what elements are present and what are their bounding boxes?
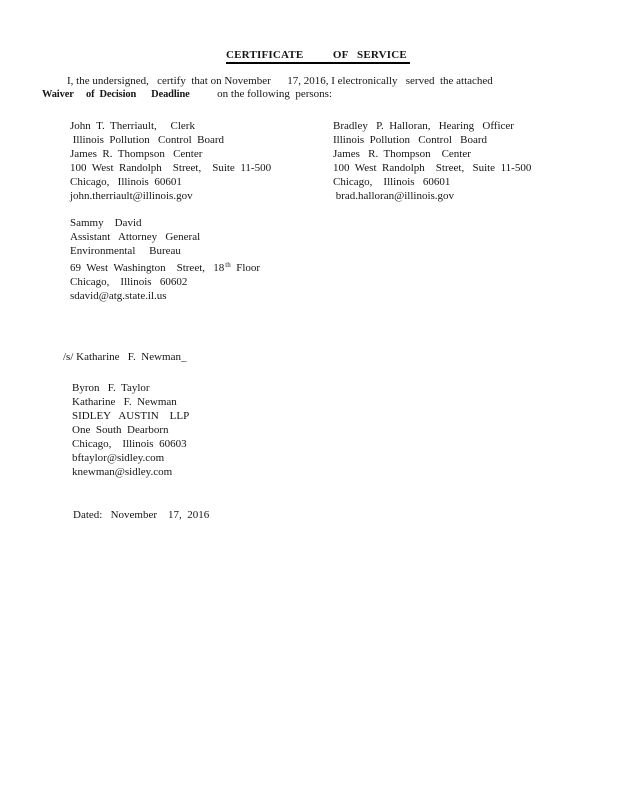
filer-name-2: Katharine F. Newman	[72, 396, 177, 408]
filer-name-1: Byron F. Taylor	[72, 382, 150, 394]
intro-paragraph	[42, 75, 582, 101]
attorney-street-ordinal-suffix: th	[225, 261, 231, 269]
filer-email-1: bftaylor@sidley.com	[72, 452, 165, 464]
certificate-of-service-title: CERTIFICATE OF SERVICE	[226, 49, 410, 64]
firm-name: SIDLEY AUSTIN LLP	[72, 410, 190, 422]
attorney-street-main: 69 West Washington Street, 18	[70, 262, 225, 274]
intro-line-1: I, the undersigned, certify that on November 17, 2016, I electronically served the attached	[67, 75, 493, 87]
recipient-hearing-officer-address	[333, 119, 531, 203]
intro-line-2	[42, 88, 582, 101]
dated-line: Dated: November 17, 2016	[73, 509, 210, 521]
electronic-signature-line: /s/ Katharine F. Newman_	[63, 351, 187, 363]
firm-street: One South Dearborn	[72, 424, 169, 436]
attorney-city: Chicago, Illinois 60602	[70, 276, 188, 288]
clerk-name: John T. Therriault, Clerk	[70, 120, 195, 132]
filer-firm-block	[72, 381, 189, 479]
recipient-attorney-address	[70, 216, 260, 303]
hearing-officer-org: Illinois Pollution Control Board	[333, 134, 488, 146]
recipient-clerk-address	[70, 119, 271, 203]
clerk-city: Chicago, Illinois 60601	[70, 176, 182, 188]
intro-line-2-rest: on the following persons:	[189, 88, 333, 100]
hearing-officer-street: 100 West Randolph Street, Suite 11-500	[333, 162, 532, 174]
hearing-officer-city: Chicago, Illinois 60601	[333, 176, 451, 188]
hearing-officer-name: Bradley P. Halloran, Hearing Officer	[333, 120, 514, 132]
attorney-street	[70, 258, 260, 275]
clerk-email: john.therriault@illinois.gov	[70, 190, 193, 202]
attorney-bureau: Environmental Bureau	[70, 245, 181, 257]
attorney-email: sdavid@atg.state.il.us	[70, 290, 167, 302]
attorney-role: Assistant Attorney General	[70, 231, 201, 243]
hearing-officer-email: brad.halloran@illinois.gov	[333, 190, 455, 202]
attachment-name: Waiver of Decision Deadline	[42, 89, 190, 100]
clerk-org: Illinois Pollution Control Board	[70, 134, 225, 146]
filer-email-2: knewman@sidley.com	[72, 466, 173, 478]
clerk-street: 100 West Randolph Street, Suite 11-500	[70, 162, 272, 174]
attorney-street-floor: Floor	[230, 262, 261, 274]
attorney-name: Sammy David	[70, 217, 142, 229]
clerk-building: James R. Thompson Center	[70, 148, 203, 160]
hearing-officer-building: James R. Thompson Center	[333, 148, 471, 160]
firm-city: Chicago, Illinois 60603	[72, 438, 187, 450]
